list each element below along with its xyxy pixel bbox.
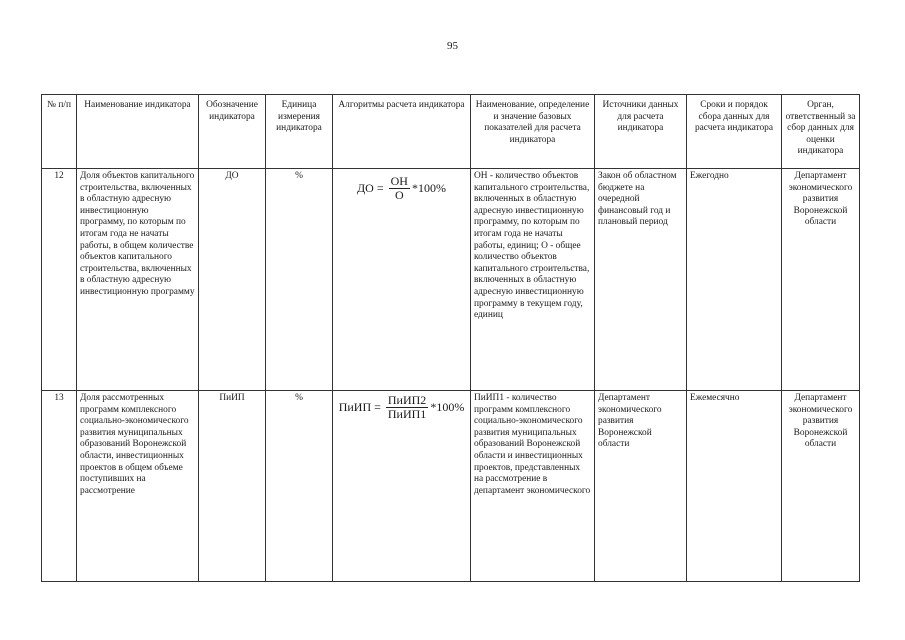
header-name: Наименование индикатора — [77, 95, 199, 169]
indicator-unit: % — [266, 169, 333, 391]
formula-equals: = — [374, 399, 381, 414]
formula-denominator: ПиИП1 — [387, 407, 427, 421]
indicator-algorithm — [333, 169, 471, 391]
formula-numerator: ОН — [390, 174, 408, 188]
header-timing: Сроки и порядок сбора данных для расчета индикатора — [687, 95, 782, 169]
indicator-unit: % — [266, 391, 333, 582]
indicator-authority: Департамент экономического развития Воронежской области — [782, 391, 860, 582]
header-unit: Единица измерения индикатора — [266, 95, 333, 169]
formula-lhs: ПиИП — [338, 399, 372, 414]
formula-suffix: *100% — [411, 180, 446, 195]
formula-suffix: *100% — [430, 399, 465, 414]
header-authority: Орган, ответственный за сбор данных для оценки индикатора — [782, 95, 860, 169]
formula-lhs: ДО — [357, 180, 374, 195]
formula — [336, 175, 467, 202]
indicator-authority: Департамент экономического развития Воронежской области — [782, 169, 860, 391]
row-num: 12 — [42, 169, 77, 391]
indicator-name: Доля объектов капитального строительства, включенных в областную адресную инвестиционную программу, по которым по итогам года не начаты работы, в общем количестве объектов капитального строительства, включенных в областную адресную инвестиционную программу — [77, 169, 199, 391]
formula-denominator: О — [394, 188, 404, 202]
header-definition: Наименование, определение и значение базовых показателей для расчета индикатора — [471, 95, 595, 169]
formula-equals: = — [376, 180, 384, 195]
indicator-sources: Закон об областном бюджете на очередной финансовый год и плановый период — [595, 169, 687, 391]
page-number: 95 — [447, 40, 458, 52]
table-row — [42, 169, 860, 391]
indicator-designation: ДО — [199, 169, 266, 391]
formula-numerator: ПиИП2 — [387, 393, 427, 407]
formula-fraction — [386, 394, 428, 421]
header-num: № п/п — [42, 95, 77, 169]
header-designation: Обозначение индикатора — [199, 95, 266, 169]
indicators-table — [41, 94, 860, 582]
row-num: 13 — [42, 391, 77, 582]
indicator-name: Доля рассмотренных программ комплексного социально-экономического развития муниципальных образований Воронежской области, инвестиционных проектов в общем объеме поступивших на рассмотрение — [77, 391, 199, 582]
formula-fraction — [389, 175, 410, 202]
table-row — [42, 391, 860, 582]
header-sources: Источники данных для расчета индикатора — [595, 95, 687, 169]
indicator-timing: Ежемесячно — [687, 391, 782, 582]
indicator-definition: ПиИП1 - количество программ комплексного социально-экономического развития муниципальных образований Воронежской области и инвестиционных проектов, представленных на рассмотрение в департамент экономического — [471, 391, 595, 582]
header-algorithm: Алгоритмы расчета индикатора — [333, 95, 471, 169]
formula — [336, 394, 467, 421]
indicator-designation: ПиИП — [199, 391, 266, 582]
indicator-algorithm — [333, 391, 471, 582]
indicator-timing: Ежегодно — [687, 169, 782, 391]
indicator-definition: ОН - количество объектов капитального строительства, включенных в областную адресную инвестиционную программу, по которым по итогам года не начаты работы, единиц; О - общее количество объектов капитального строительства, включенных в областную адресную инвестиционную программу в текущем году, единиц — [471, 169, 595, 391]
table-header-row — [42, 95, 860, 169]
indicator-sources: Департамент экономического развития Воронежской области — [595, 391, 687, 582]
